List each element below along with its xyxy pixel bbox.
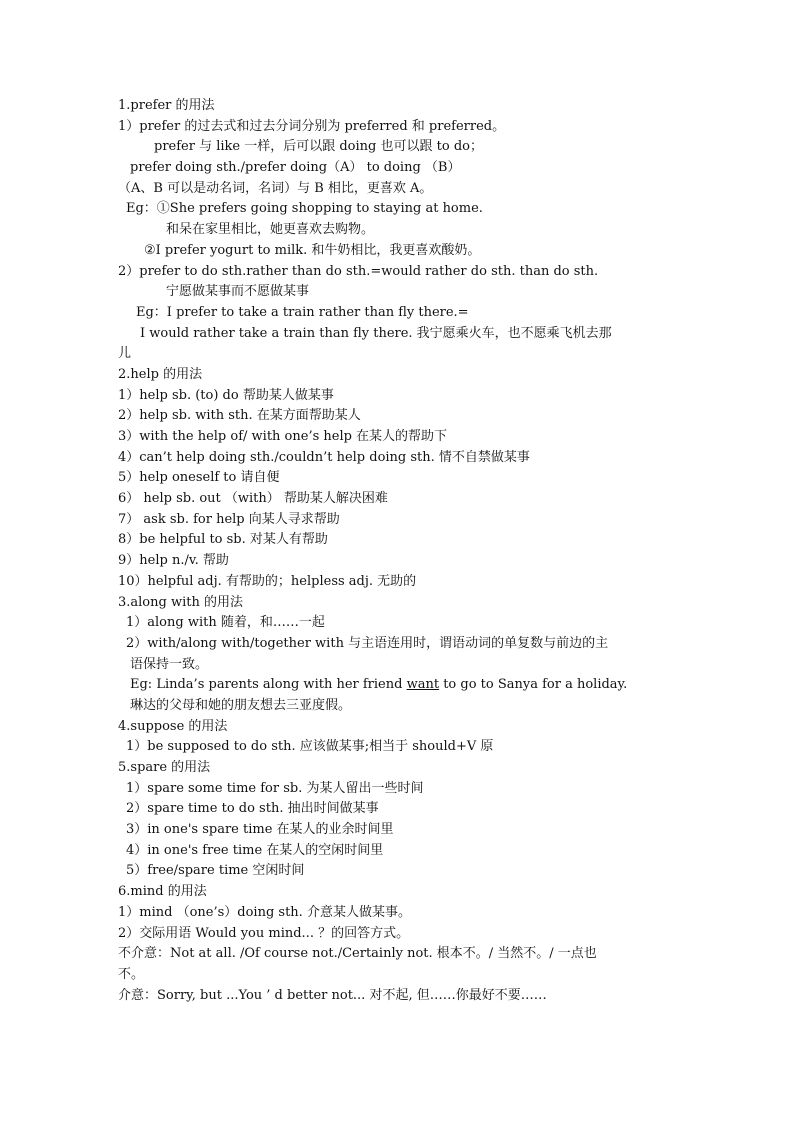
- text-line: 6） help sb. out （with） 帮助某人解决困难: [118, 491, 388, 507]
- text-line: 1）mind （one’s）doing sth. 介意某人做某事。: [118, 904, 411, 920]
- text-line: ②I prefer yogurt to milk. 和牛奶相比，我更喜欢酸奶。: [144, 242, 481, 258]
- text-line: 宁愿做某事而不愿做某事: [166, 284, 310, 300]
- text-line: Eg：①She prefers going shopping to staying at home.: [126, 201, 483, 217]
- underlined-word: want: [406, 677, 440, 693]
- text-line: 9）help n./v. 帮助: [118, 553, 229, 569]
- text-line: 1）spare some time for sb. 为某人留出一些时间: [126, 780, 424, 796]
- section-heading: 6.mind 的用法: [118, 884, 207, 900]
- text-line: prefer doing sth./prefer doing（A） to doing （B）: [130, 160, 461, 176]
- text-line: 2）spare time to do sth. 抽出时间做某事: [126, 801, 379, 817]
- text-line: 1）along with 随着，和……一起: [126, 615, 325, 631]
- text-fragment: to go to Sanya for a holiday.: [439, 677, 628, 693]
- section-heading: 4.suppose 的用法: [118, 718, 228, 734]
- section-heading: 3.along with 的用法: [118, 594, 243, 610]
- text-line: Eg：I prefer to take a train rather than fly there.=: [136, 304, 469, 320]
- text-line: 2）交际用语 Would you mind... ？的回答方式。: [118, 925, 410, 941]
- text-line: 7） ask sb. for help 向某人寻求帮助: [118, 511, 340, 527]
- text-line: 语保持一致。: [130, 656, 209, 672]
- text-line: 3）with the help of/ with one’s help 在某人的帮助下: [118, 429, 448, 444]
- text-line: 5）free/spare time 空闲时间: [126, 863, 305, 879]
- text-line: 2）prefer to do sth.rather than do sth.=would rather do sth. than do sth.: [118, 263, 599, 279]
- text-line: prefer 与 like 一样，后可以跟 doing 也可以跟 to do；: [154, 139, 483, 155]
- text-line: [118, 675, 678, 696]
- text-line: 1）be supposed to do sth. 应该做某事;相当于 should+V 原: [126, 739, 494, 755]
- text-line: 2）help sb. with sth. 在某方面帮助某人: [118, 408, 361, 424]
- text-line: 5）help oneself to 请自便: [118, 470, 280, 486]
- text-line: 3）in one's spare time 在某人的业余时间里: [126, 822, 394, 838]
- text-line: 琳达的父母和她的朋友想去三亚度假。: [130, 697, 352, 713]
- document-body: [118, 96, 678, 1006]
- text-line: 2）with/along with/together with 与主语连用时，谓语动词的单复数与前边的主: [126, 635, 609, 651]
- section-heading: 5.spare 的用法: [118, 760, 211, 775]
- text-line: I would rather take a train than fly there. 我宁愿乘火车，也不愿乘飞机去那: [140, 325, 612, 341]
- text-line: 10）helpful adj. 有帮助的；helpless adj. 无助的: [118, 573, 417, 589]
- text-line: 和呆在家里相比，她更喜欢去购物。: [166, 222, 375, 238]
- text-line: 8）be helpful to sb. 对某人有帮助: [118, 532, 328, 548]
- text-line: 不介意：Not at all. /Of course not./Certainly not. 根本不。/ 当然不。/ 一点也: [118, 946, 597, 962]
- text-line: 介意：Sorry, but ...You ’ d better not... 对不起, 但……你最好不要……: [118, 987, 547, 1003]
- section-heading: 2.help 的用法: [118, 366, 203, 382]
- text-line: 不。: [118, 966, 145, 982]
- text-line: 1）prefer 的过去式和过去分词分别为 preferred 和 preferred。: [118, 118, 506, 134]
- text-line: 儿: [118, 346, 132, 362]
- text-line: 4）can’t help doing sth./couldn’t help doing sth. 情不自禁做某事: [118, 449, 530, 465]
- section-heading: 1.prefer 的用法: [118, 98, 215, 113]
- text-line: 1）help sb. (to) do 帮助某人做某事: [118, 387, 334, 403]
- text-fragment: Eg: Linda’s parents along with her friend: [130, 677, 407, 693]
- text-line: 4）in one's free time 在某人的空闲时间里: [126, 842, 384, 858]
- text-line: （A、B 可以是动名词，名词）与 B 相比，更喜欢 A。: [118, 180, 433, 196]
